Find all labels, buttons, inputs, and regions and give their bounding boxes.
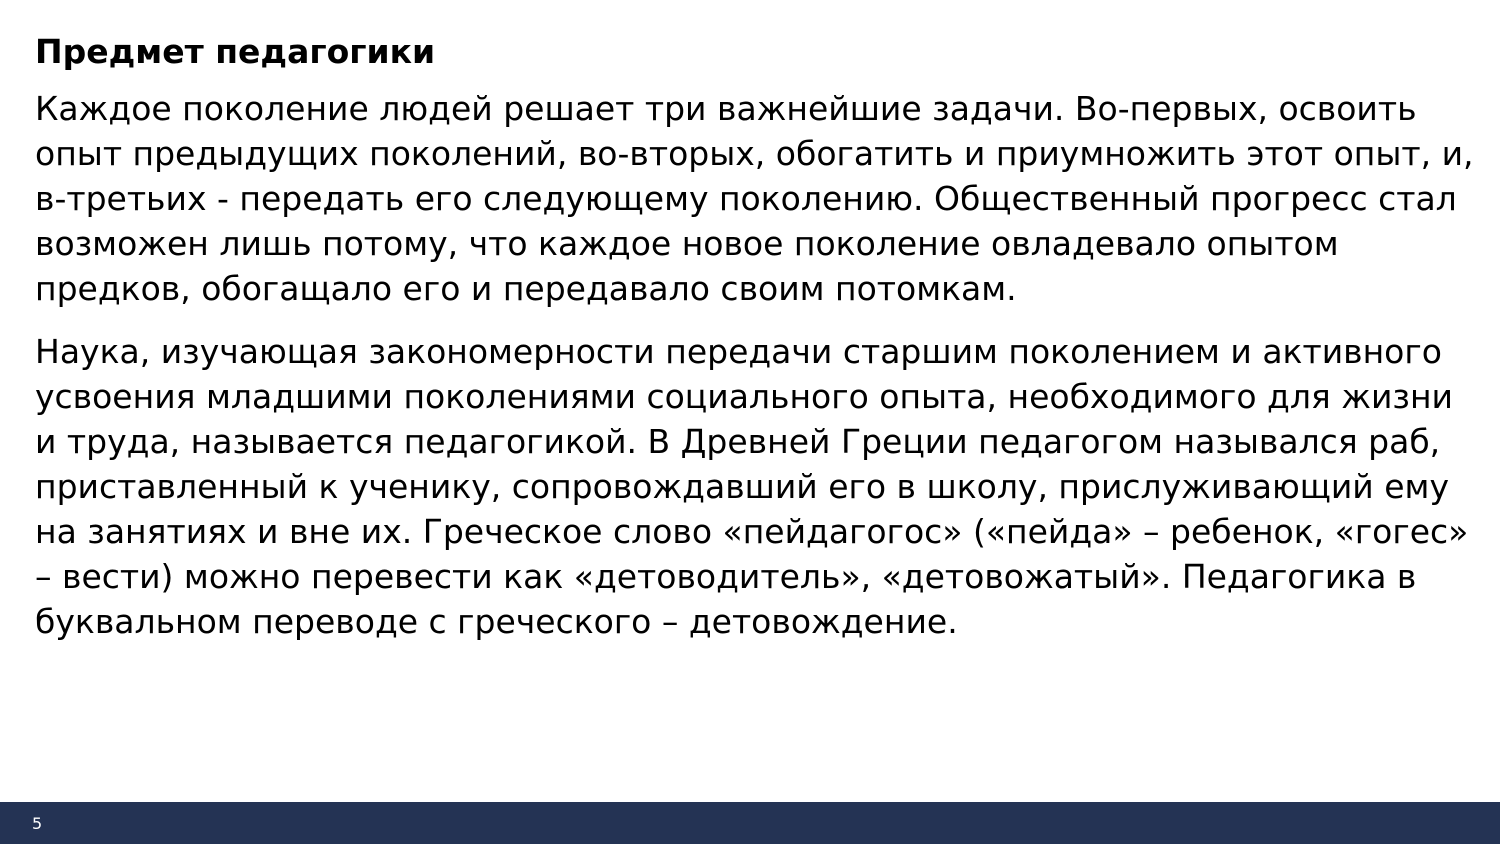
paragraph-1: Каждое поколение людей решает три важнейшие задачи. Во-первых, освоить опыт предыдущих поколений, во-вторых, обогатить и приумножить этот опыт, и, в-третьих - передать его следующему поколению. Общественный прогресс стал возможен лишь потому, что каждое новое поколение овладевало опытом предков, обогащало его и передавало своим потомкам. bbox=[35, 89, 1474, 308]
footer-bar bbox=[0, 802, 1500, 844]
slide-title: Предмет педагогики bbox=[35, 32, 436, 71]
slide-content bbox=[35, 30, 1475, 662]
page-number: 5 bbox=[32, 814, 43, 833]
paragraph-2: Наука, изучающая закономерности передачи старшим поколением и активного усвоения младшими поколениями социального опыта, необходимого для жизни и труда, называется педагогикой. В Древней Греции педагогом назывался раб, приставленный к ученику, сопровождавший его в школу, прислуживающий ему на занятиях и вне их. Греческое слово «пейдагогос» («пейда» – ребенок, «гогес» – вести) можно перевести как «детоводитель», «детовожатый». Педагогика в буквальном переводе с греческого – детовождение. bbox=[35, 332, 1469, 641]
